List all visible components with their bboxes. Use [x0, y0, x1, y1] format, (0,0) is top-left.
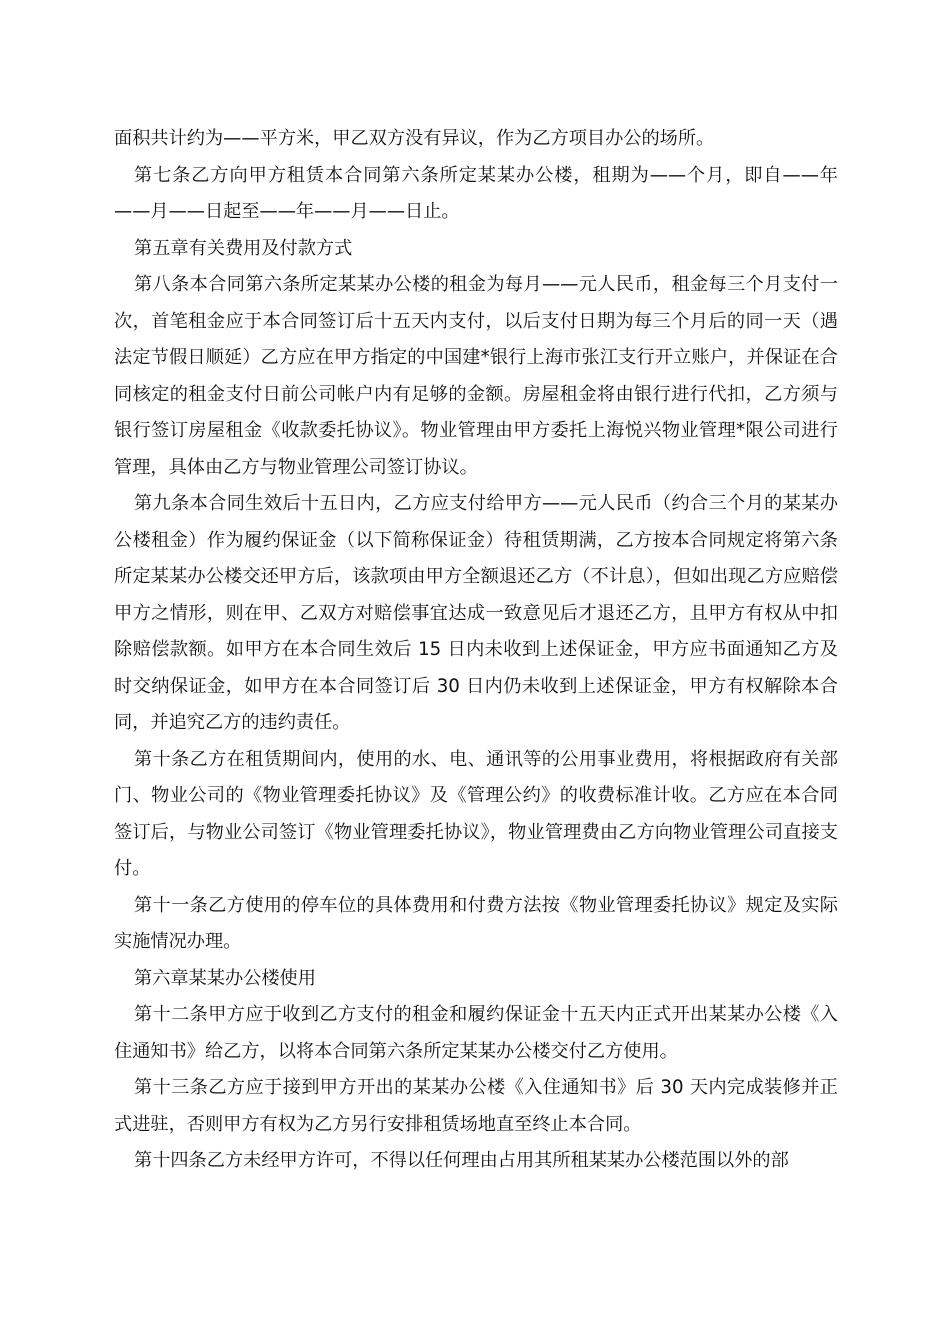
article-13: 第十三条乙方应于接到甲方开出的某某办公楼《入住通知书》后 30 天内完成装修并正式进驻，否则甲方有权为乙方另行安排租赁场地直至终止本合同。	[114, 1077, 838, 1135]
article-8: 第八条本合同第六条所定某某办公楼的租金为每月——元人民币，租金每三个月支付一次，首笔租金应于本合同签订后十五天内支付，以后支付日期为每三个月后的同一天（遇法定节假日顺延）乙方应在甲方指定的中国建*银行上海市张江支行开立账户，并保证在合同核定的租金支付日前公司帐户内有足够的金额。房屋租金将由银行进行代扣，乙方须与银行签订房屋租金《收款委托协议》。物业管理由甲方委托上海悦兴物业管理*限公司进行管理，具体由乙方与物业管理公司签订协议。	[114, 274, 838, 478]
chapter-6-heading: 第六章某某办公楼使用	[134, 967, 316, 989]
document-page	[114, 121, 838, 1180]
article-14: 第十四条乙方未经甲方许可，不得以任何理由占用其所租某某办公楼范围以外的部	[134, 1150, 789, 1171]
paragraph-continuation: 面积共计约为——平方米，甲乙双方没有异议，作为乙方项目办公的场所。	[114, 128, 715, 149]
chapter-5-heading: 第五章有关费用及付款方式	[134, 237, 353, 259]
article-12: 第十二条甲方应于收到乙方支付的租金和履约保证金十五天内正式开出某某办公楼《入住通知书》给乙方，以将本合同第六条所定某某办公楼交付乙方使用。	[114, 1004, 838, 1062]
article-11: 第十一条乙方使用的停车位的具体费用和付费方法按《物业管理委托协议》规定及实际实施情况办理。	[114, 894, 838, 952]
article-9: 第九条本合同生效后十五日内，乙方应支付给甲方——元人民币（约合三个月的某某办公楼租金）作为履约保证金（以下简称保证金）待租赁期满，乙方按本合同规定将第六条所定某某办公楼交还甲方后，该款项由甲方全额退还乙方（不计息），但如出现乙方应赔偿甲方之情形，则在甲、乙双方对赔偿事宜达成一致意见后才退还乙方，且甲方有权从中扣除赔偿款额。如甲方在本合同生效后 15 日内未收到上述保证金，甲方应书面通知乙方及时交纳保证金，如甲方在本合同签订后 30 日内仍未收到上述保证金，甲方有权解除本合同，并追究乙方的违约责任。	[114, 493, 838, 733]
article-10: 第十条乙方在租赁期间内，使用的水、电、通讯等的公用事业费用，将根据政府有关部门、物业公司的《物业管理委托协议》及《管理公约》的收费标准计收。乙方应在本合同签订后，与物业公司签订《物业管理委托协议》，物业管理费由乙方向物业管理公司直接支付。	[114, 748, 838, 879]
article-7: 第七条乙方向甲方租赁本合同第六条所定某某办公楼，租期为——个月，即自——年——月——日起至——年——月——日止。	[114, 164, 838, 222]
